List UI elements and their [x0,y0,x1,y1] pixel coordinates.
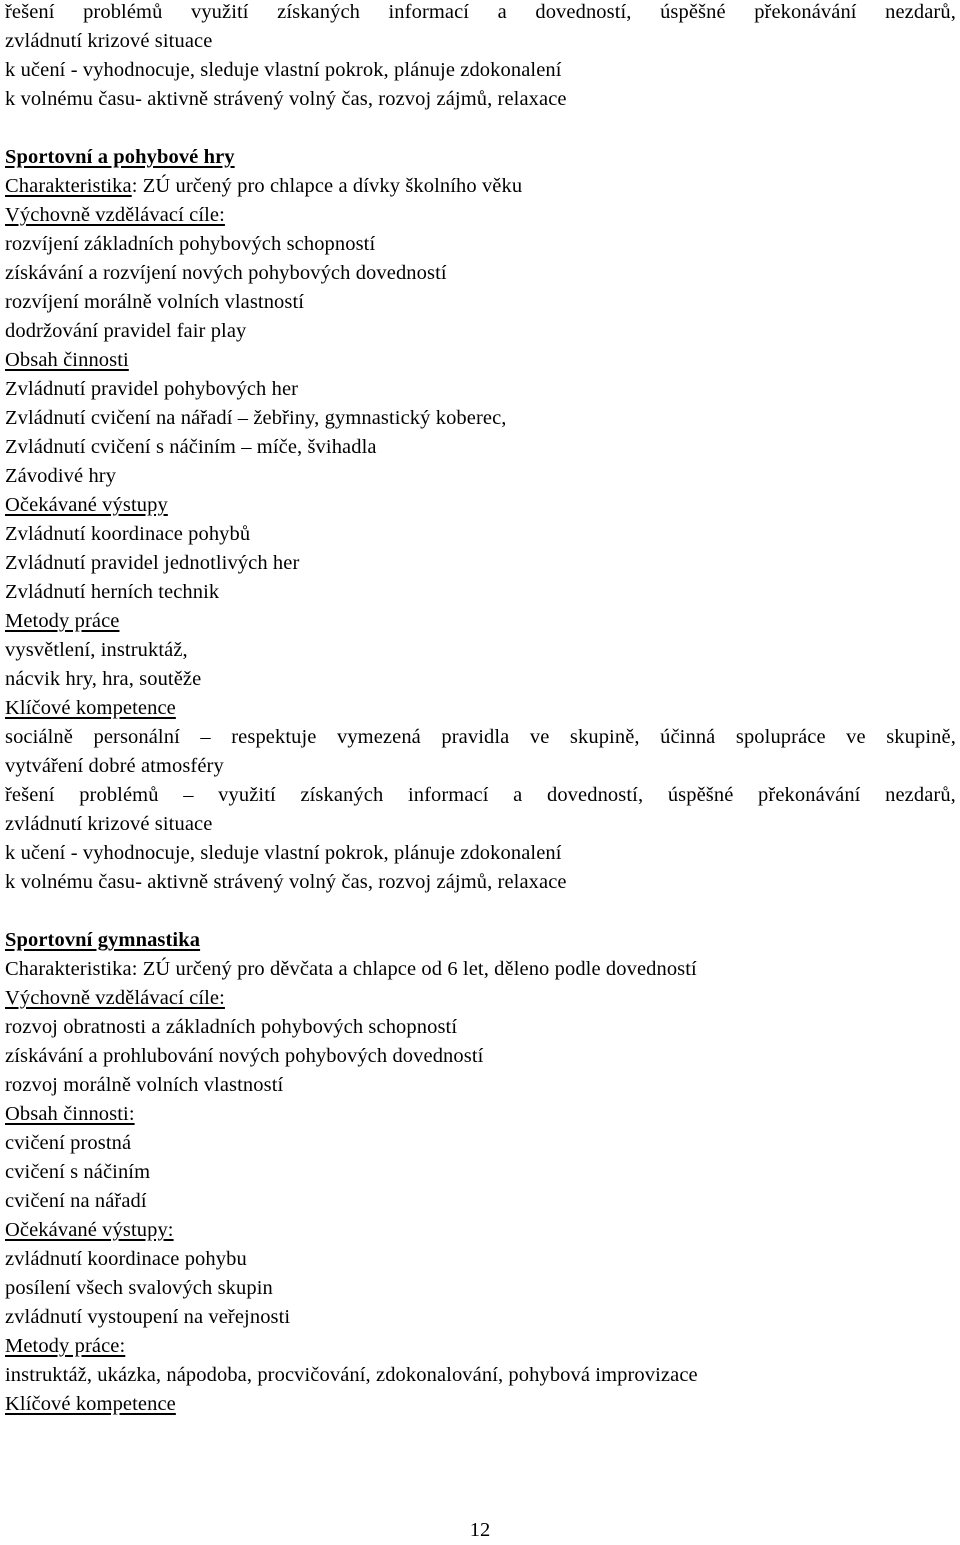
output-item: Zvládnutí pravidel jednotlivých her [5,552,300,574]
characteristic-label: Charakteristika [5,175,132,197]
word: problémů [79,784,159,806]
output-item: Zvládnutí herních technik [5,581,220,603]
outputs-heading: Očekávané výstupy: [5,1219,174,1241]
content-item: cvičení na nářadí [5,1190,147,1212]
justified-line [5,781,956,810]
content-item: Zvládnutí pravidel pohybových her [5,378,299,400]
word: informací [388,1,470,23]
goals-heading: Výchovně vzdělávací cíle: [5,987,225,1009]
word: dovedností, [546,784,644,806]
word: nezdarů, [885,784,956,806]
methods-heading: Metody práce [5,610,120,632]
competences-heading: Klíčové kompetence [5,1393,176,1415]
word: – [200,726,211,748]
text-line: zvládnutí krizové situace [5,30,213,52]
goal-item: rozvoj obratnosti a základních pohybových schopností [5,1016,458,1038]
word: využití [218,784,276,806]
output-item: Zvládnutí koordinace pohybů [5,523,251,545]
content-item: cvičení prostná [5,1132,132,1154]
outputs-heading: Očekávané výstupy [5,494,168,516]
goal-item: získávání a rozvíjení nových pohybových dovedností [5,262,447,284]
word: využití [190,1,249,23]
word: ve [529,726,550,748]
content-item: cvičení s náčiním [5,1161,151,1183]
goal-item: rozvíjení morálně volních vlastností [5,291,305,313]
method-item: instruktáž, ukázka, nápodoba, procvičování, zdokonalování, pohybová improvizace [5,1364,698,1386]
word: sociálně [5,726,73,748]
method-item: nácvik hry, hra, soutěže [5,668,202,690]
characteristic-line [5,172,522,201]
competences-heading: Klíčové kompetence [5,697,176,719]
word: a [513,784,523,806]
page-number: 12 [469,1519,491,1541]
goal-item: dodržování pravidel fair play [5,320,247,342]
word: překonávání [758,784,861,806]
word: řešení [5,784,55,806]
content-item: Závodivé hry [5,465,117,487]
output-item: posílení všech svalových skupin [5,1277,273,1299]
word: – [183,784,194,806]
word: účinná [660,726,716,748]
word: pravidla [441,726,510,748]
content-item: Zvládnutí cvičení na nářadí – žebřiny, gymnastický koberec, [5,407,507,429]
goal-item: získávání a prohlubování nových pohybových dovedností [5,1045,484,1067]
section-title: Sportovní a pohybové hry [5,146,235,168]
word: překonávání [754,1,857,23]
goals-heading: Výchovně vzdělávací cíle: [5,204,225,226]
text-line: k volnému času- aktivně strávený volný čas, rozvoj zájmů, relaxace [5,871,567,893]
text-line: k učení - vyhodnocuje, sleduje vlastní pokrok, plánuje zdokonalení [5,842,562,864]
methods-heading: Metody práce: [5,1335,126,1357]
word: vymezená [336,726,421,748]
word: respektuje [231,726,317,748]
word: skupině, [886,726,956,748]
goal-item: rozvíjení základních pohybových schopností [5,233,376,255]
text-line: zvládnutí krizové situace [5,813,213,835]
goal-item: rozvoj morálně volních vlastností [5,1074,284,1096]
method-item: vysvětlení, instruktáž, [5,639,188,661]
justified-line [5,723,956,752]
word: nezdarů, [885,1,956,23]
content-item: Zvládnutí cvičení s náčiním – míče, švihadla [5,436,377,458]
word: problémů [83,1,163,23]
word: ve [846,726,866,748]
word: úspěšné [660,1,726,23]
text-line: vytváření dobré atmosféry [5,755,224,777]
word: informací [407,784,489,806]
word: spolupráce [735,726,826,748]
word: dovedností, [535,1,632,23]
text-line: k učení - vyhodnocuje, sleduje vlastní pokrok, plánuje zdokonalení [5,59,562,81]
word: získaných [300,784,384,806]
content-heading: Obsah činnosti [5,349,129,371]
word: úspěšné [667,784,734,806]
text-line: k volnému času- aktivně strávený volný čas, rozvoj zájmů, relaxace [5,88,567,110]
section-title: Sportovní gymnastika [5,929,201,951]
output-item: zvládnutí vystoupení na veřejnosti [5,1306,291,1328]
justified-line [5,0,956,27]
characteristic-line: Charakteristika: ZÚ určený pro děvčata a chlapce od 6 let, děleno podle dovedností [5,958,697,980]
content-heading: Obsah činnosti: [5,1103,135,1125]
word: řešení [5,1,55,23]
word: a [497,1,507,23]
characteristic-text: : ZÚ určený pro chlapce a dívky školního věku [131,175,523,197]
output-item: zvládnutí koordinace pohybu [5,1248,247,1270]
word: získaných [277,1,360,23]
word: skupině, [569,726,640,748]
word: personální [93,726,180,748]
